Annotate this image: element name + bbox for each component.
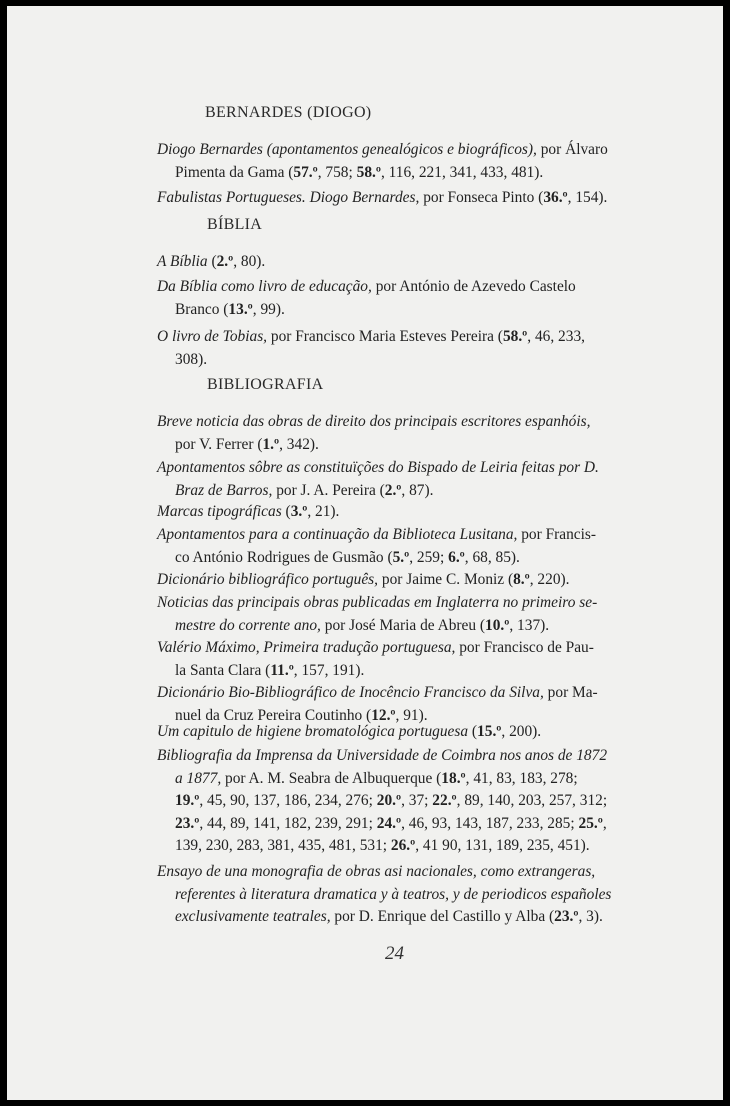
work-title: Um capitulo de higiene bromatológica portuguesa [157,723,469,740]
volume-number: 25.º [578,814,603,832]
entry-text: por Álvaro [536,141,608,158]
entry-line [157,569,649,592]
volume-number: 24.º [376,814,402,832]
entry-text: , 37; [401,792,433,810]
entry-text: por Fonseca Pinto ( [419,189,544,206]
work-title: Apontamentos para a continuação da Biblioteca Lusitana, [157,526,518,543]
volume-number: 1.º [262,435,280,453]
index-entry [157,745,649,858]
volume-number: 11.º [270,661,294,679]
entry-line [157,884,649,907]
page-number: 24 [385,943,404,964]
entry-line [157,326,649,349]
index-entry [157,524,649,569]
work-title: Noticias das principais obras publicadas em Inglaterra no primeiro se- [157,594,598,611]
entry-line [157,592,649,615]
entry-text: , 3). [578,908,603,926]
entry-line [157,813,649,836]
work-title: Da Bíblia como livro de educação, [157,278,372,295]
entry-line [157,682,649,705]
work-title: Valério Máximo, Primeira tradução portuguesa, [157,639,456,656]
entry-text: 139, 230, 283, 381, 435, 481, 531; [175,837,391,855]
entry-text: , 21). [307,503,340,520]
entry-text: , 157, 191). [293,661,365,679]
index-entry [157,861,649,929]
index-entry [157,326,649,371]
entry-line [157,187,649,210]
volume-number: 26.º [390,837,416,855]
entry-line [157,251,649,274]
volume-number: 3.º [290,503,308,520]
entry-line [157,745,649,768]
work-title: Apontamentos sôbre as constituïções do Bispado de Leiria feitas por D. [157,459,599,476]
page [7,6,723,1100]
entry-text: , 46, 93, 143, 187, 233, 285; [401,814,579,832]
section-heading: BERNARDES (DIOGO) [205,104,372,121]
volume-number: 12.º [371,706,396,724]
entry-text: , [602,814,607,832]
entry-line [157,660,649,683]
entry-text: por J. A. Pereira ( [272,481,385,499]
entry-text: por D. Enrique del Castillo y Alba ( [330,908,555,926]
entry-line [157,790,649,813]
index-entry [157,457,649,502]
entry-line [157,524,649,547]
entry-text: por António de Azevedo Castelo [371,278,576,295]
volume-number: 15.º [477,723,502,740]
index-entry [157,251,649,274]
entry-text: , 758; [317,163,357,181]
volume-number: 58.º [502,328,528,345]
volume-number: 19.º [175,792,200,810]
entry-text: ( [281,503,291,520]
work-title: Ensayo de una monografia de obras asi nacionales, como extrangeras, [157,863,596,880]
entry-text: Pimenta da Gama ( [175,163,294,181]
work-title: Dicionário bibliográfico português, [157,571,379,588]
entry-line [157,547,649,570]
entry-text: por Francisco Maria Esteves Pereira ( [267,328,503,345]
entry-line [157,861,649,884]
index-entry [157,411,649,456]
entry-text: , 137). [509,616,550,634]
entry-line [157,457,649,480]
index-entry [157,592,649,637]
volume-number: 10.º [485,616,510,634]
volume-number: 22.º [432,792,457,810]
entry-text: , 99). [252,300,285,318]
entry-text: ( [207,253,217,270]
volume-number: 20.º [376,792,402,810]
work-title: Marcas tipográficas [157,503,282,520]
work-title: a 1877, [175,769,222,787]
entry-text: , 259; [409,548,449,566]
volume-number: 58.º [356,163,381,181]
entry-text: , 44, 89, 141, 182, 239, 291; [199,814,377,832]
entry-text: nuel da Cruz Pereira Coutinho ( [175,706,372,724]
entry-text: , 80). [233,253,266,270]
volume-number: 18.º [441,769,466,787]
entry-text: por V. Ferrer ( [175,435,263,453]
work-title: O livro de Tobias, [157,328,268,345]
entry-text: , 89, 140, 203, 257, 312; [456,792,608,810]
volume-number: 2.º [384,481,402,499]
entry-line [157,139,649,162]
work-title: Bibliografia da Imprensa da Universidade de Coimbra nos anos de 1872 [157,747,608,764]
entry-text: por Ma- [543,684,598,701]
index-entry [157,637,649,682]
index-entry [157,501,649,524]
entry-line [157,768,649,791]
entry-line [157,276,649,299]
work-title: mestre do corrente ano, [175,616,321,634]
entry-line [157,480,649,503]
entry-text: , 154). [567,189,608,206]
work-title: Braz de Barros, [175,481,273,499]
work-title: Breve noticia das obras de direito dos principais escritores espanhóis, [157,413,591,430]
section-heading: BIBLIOGRAFIA [207,376,324,393]
index-entry [157,139,649,184]
entry-text: , 41, 83, 183, 278; [465,769,578,787]
index-entry [157,569,649,592]
volume-number: 23.º [175,814,200,832]
work-title: Diogo Bernardes (apontamentos genealógicos e biográficos), [157,141,537,158]
index-entry [157,187,649,210]
entry-text: por Francisco de Pau- [455,639,594,656]
volume-number: 2.º [216,253,234,270]
entry-text: por Francis- [517,526,597,543]
entry-text: por Jaime C. Moniz ( [378,571,514,588]
work-title: referentes à literatura dramatica y à teatros, y de periodicos españoles [175,885,612,903]
entry-line [157,162,649,185]
section-heading: BÍBLIA [207,216,263,233]
volume-number: 13.º [228,300,253,318]
entry-text: , 68, 85). [464,548,520,566]
entry-line [157,637,649,660]
entry-line [157,501,649,524]
entry-text: , 87). [401,481,434,499]
entry-text: , 45, 90, 137, 186, 234, 276; [199,792,377,810]
work-title: Fabulistas Portugueses. Diogo Bernardes, [157,189,420,206]
entry-text: ( [468,723,478,740]
entry-text: por José Maria de Abreu ( [320,616,486,634]
entry-text: , 220). [529,571,570,588]
entry-line [157,299,649,322]
entry-text: la Santa Clara ( [175,661,271,679]
index-entry [157,276,649,321]
entry-line [157,411,649,434]
entry-text: , 116, 221, 341, 433, 481). [380,163,544,181]
volume-number: 36.º [543,189,568,206]
entry-text: 308). [175,350,208,368]
volume-number: 8.º [513,571,530,588]
entry-text: , 41 90, 131, 189, 235, 451). [415,837,590,855]
volume-number: 6.º [448,548,465,566]
entry-line [157,906,649,929]
entry-line [157,835,649,858]
entry-line [157,721,649,744]
entry-text: , 200). [501,723,542,740]
entry-text: co António Rodrigues de Gusmão ( [175,548,393,566]
entry-text: , 46, 233, [527,328,585,345]
entry-text: , 91). [395,706,428,724]
entry-line [157,615,649,638]
entry-line [157,434,649,457]
work-title: exclusivamente teatrales, [175,908,331,926]
entry-text: , 342). [279,435,319,453]
volume-number: 5.º [392,548,410,566]
work-title: A Bíblia [157,253,208,270]
work-title: Dicionário Bio-Bibliográfico de Inocêncio Francisco da Silva, [157,684,544,701]
entry-line [157,349,649,372]
entry-text: Branco ( [175,300,229,318]
volume-number: 23.º [554,908,579,926]
entry-text: por A. M. Seabra de Albuquerque ( [221,769,442,787]
index-entry [157,721,649,744]
volume-number: 57.º [293,163,318,181]
